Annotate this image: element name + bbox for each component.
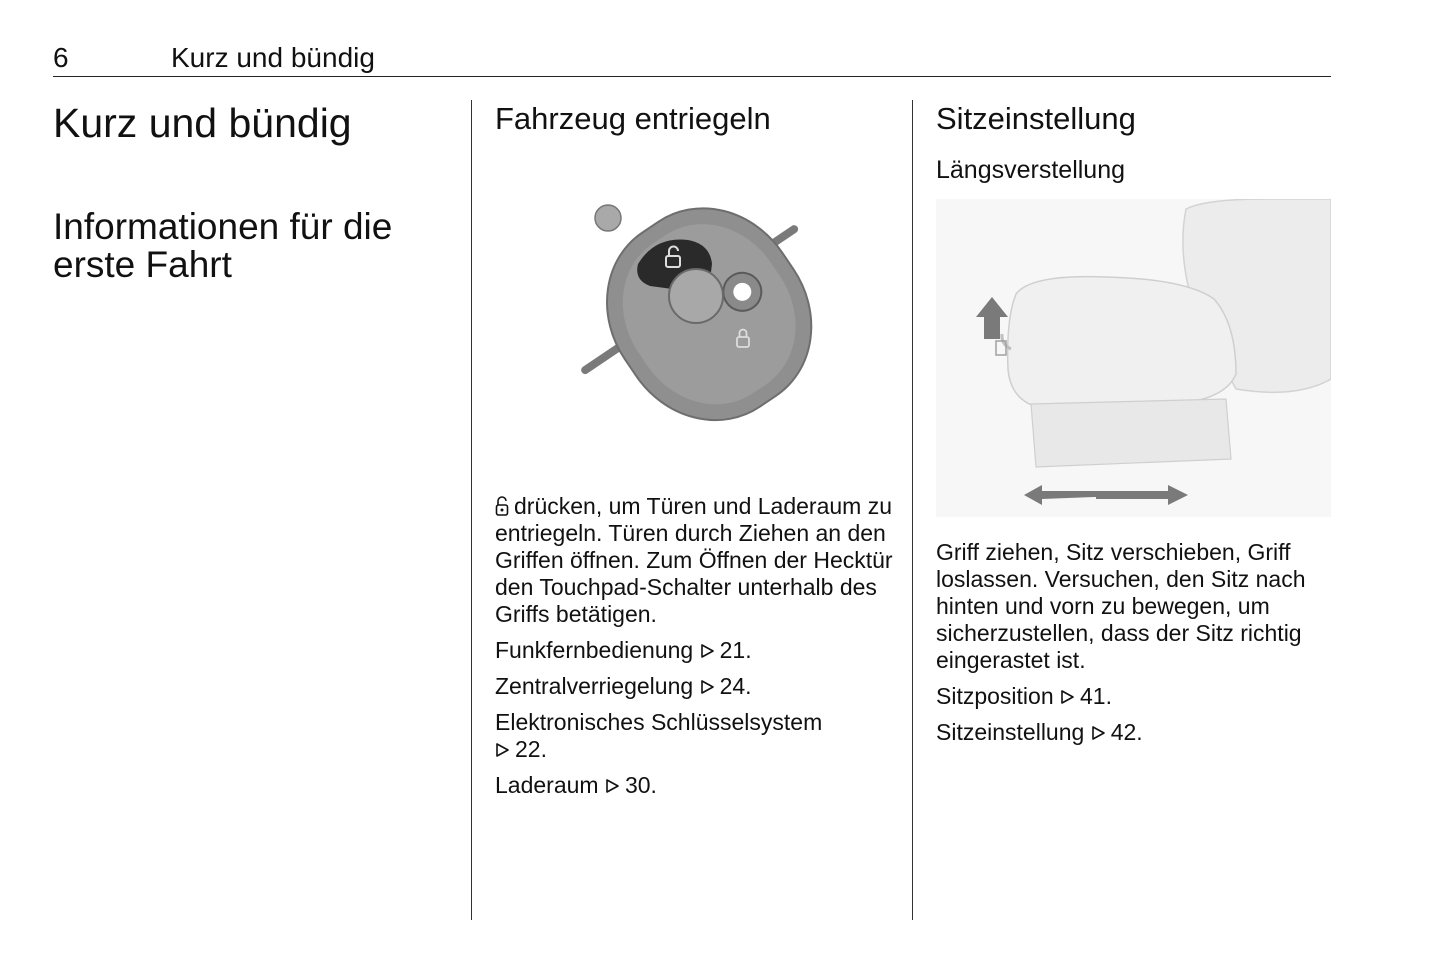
- key-fob-illustration: [560, 172, 850, 462]
- reference-arrow-icon: [605, 778, 620, 794]
- reference-arrow-icon: [1091, 725, 1106, 741]
- cross-reference[interactable]: [495, 772, 895, 799]
- seat-base: [1031, 399, 1231, 467]
- seat-adjustment-illustration: [936, 199, 1331, 517]
- cross-reference[interactable]: [936, 683, 1336, 710]
- unlock-icon: [495, 495, 509, 517]
- reference-page: 24.: [719, 673, 752, 699]
- column-1: [53, 96, 453, 284]
- reference-arrow-icon: [495, 742, 510, 758]
- reference-page: 42.: [1110, 719, 1143, 745]
- cross-reference[interactable]: [495, 637, 895, 664]
- section-heading-unlock: Fahrzeug entriegeln: [495, 101, 771, 136]
- cross-reference[interactable]: [936, 719, 1336, 746]
- reference-arrow-icon: [700, 679, 715, 695]
- reference-label: Sitzeinstellung: [936, 719, 1085, 745]
- column-divider: [912, 100, 913, 920]
- column-divider: [471, 100, 472, 920]
- reference-page: 21.: [719, 637, 752, 663]
- section-heading-seat: Sitzeinstellung: [936, 101, 1136, 136]
- chapter-title: Kurz und bündig: [53, 100, 352, 146]
- column-2: [495, 96, 895, 139]
- release-button: [595, 205, 621, 231]
- reference-label: Zentralverriegelung: [495, 673, 694, 699]
- lock-button: [669, 269, 723, 323]
- unlock-instructions: [495, 493, 895, 628]
- reference-label: Elektronisches Schlüsselsystem: [495, 709, 823, 735]
- reference-page: 41.: [1080, 683, 1112, 709]
- reference-label: Sitzposition: [936, 683, 1054, 709]
- reference-page: 30.: [624, 772, 657, 798]
- column-3-body: [936, 539, 1336, 755]
- unlock-instructions-text: drücken, um Türen und Laderaum zu entriegeln. Türen durch Ziehen an den Griffen öffnen. Zum Öffnen der Hecktür den Touchpad-Schalter unterhalb des Griffs betätigen.: [495, 493, 893, 627]
- column-3: [936, 96, 1336, 185]
- seat-instructions: Griff ziehen, Sitz verschieben, Griff loslassen. Versuchen, den Sitz nach hinten und vorn zu bewegen, um sicherzustellen, dass der Sitz richtig eingerastet ist.: [936, 539, 1306, 673]
- running-title: Kurz und bündig: [171, 42, 375, 73]
- reference-arrow-icon: [700, 643, 715, 659]
- reference-label: Laderaum: [495, 772, 599, 798]
- reference-page: 22.: [515, 736, 547, 762]
- cross-reference[interactable]: [495, 673, 895, 700]
- column-2-body: [495, 493, 895, 808]
- cross-reference[interactable]: [495, 709, 895, 763]
- page-number: 6: [53, 42, 69, 73]
- reference-label: Funkfernbedienung: [495, 637, 694, 663]
- seat-cushion: [1008, 277, 1236, 409]
- page-header: [53, 42, 1331, 77]
- subsection-heading: Längsverstellung: [936, 156, 1126, 184]
- reference-arrow-icon: [1060, 689, 1075, 705]
- section-title: Informationen für die erste Fahrt: [53, 206, 393, 285]
